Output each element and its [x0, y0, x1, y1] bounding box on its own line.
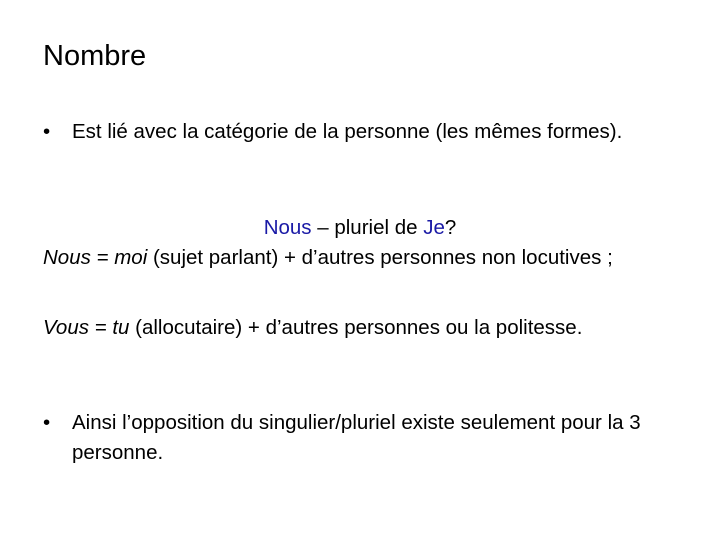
- paragraph-nous-italic: Nous = moi: [43, 246, 148, 269]
- paragraph-vous-italic: Vous = tu: [43, 316, 130, 339]
- bullet-text-2: Ainsi l’opposition du singulier/pluriel existe seulement pour la 3 personne.: [72, 411, 641, 464]
- bullet-text-1: Est lié avec la catégorie de la personne (les mêmes formes).: [72, 120, 623, 143]
- centered-question: [0, 213, 720, 243]
- question-end: ?: [444, 216, 457, 239]
- bullet-item-1: [43, 117, 673, 147]
- paragraph-vous: [43, 313, 683, 343]
- paragraph-vous-text: (allocutaire) + d’autres personnes ou la politesse.: [129, 316, 583, 339]
- word-nous: Nous: [263, 216, 312, 239]
- word-je: Je: [423, 216, 445, 239]
- slide-title: Nombre: [43, 40, 147, 72]
- bullet-dot: •: [43, 411, 51, 434]
- paragraph-nous: [43, 243, 683, 273]
- bullet-dot: •: [43, 120, 51, 143]
- paragraph-nous-text: (sujet parlant) + d’autres personnes non locutives ;: [147, 246, 613, 269]
- bullet-item-2: [43, 408, 673, 468]
- question-middle: – pluriel de: [311, 216, 424, 239]
